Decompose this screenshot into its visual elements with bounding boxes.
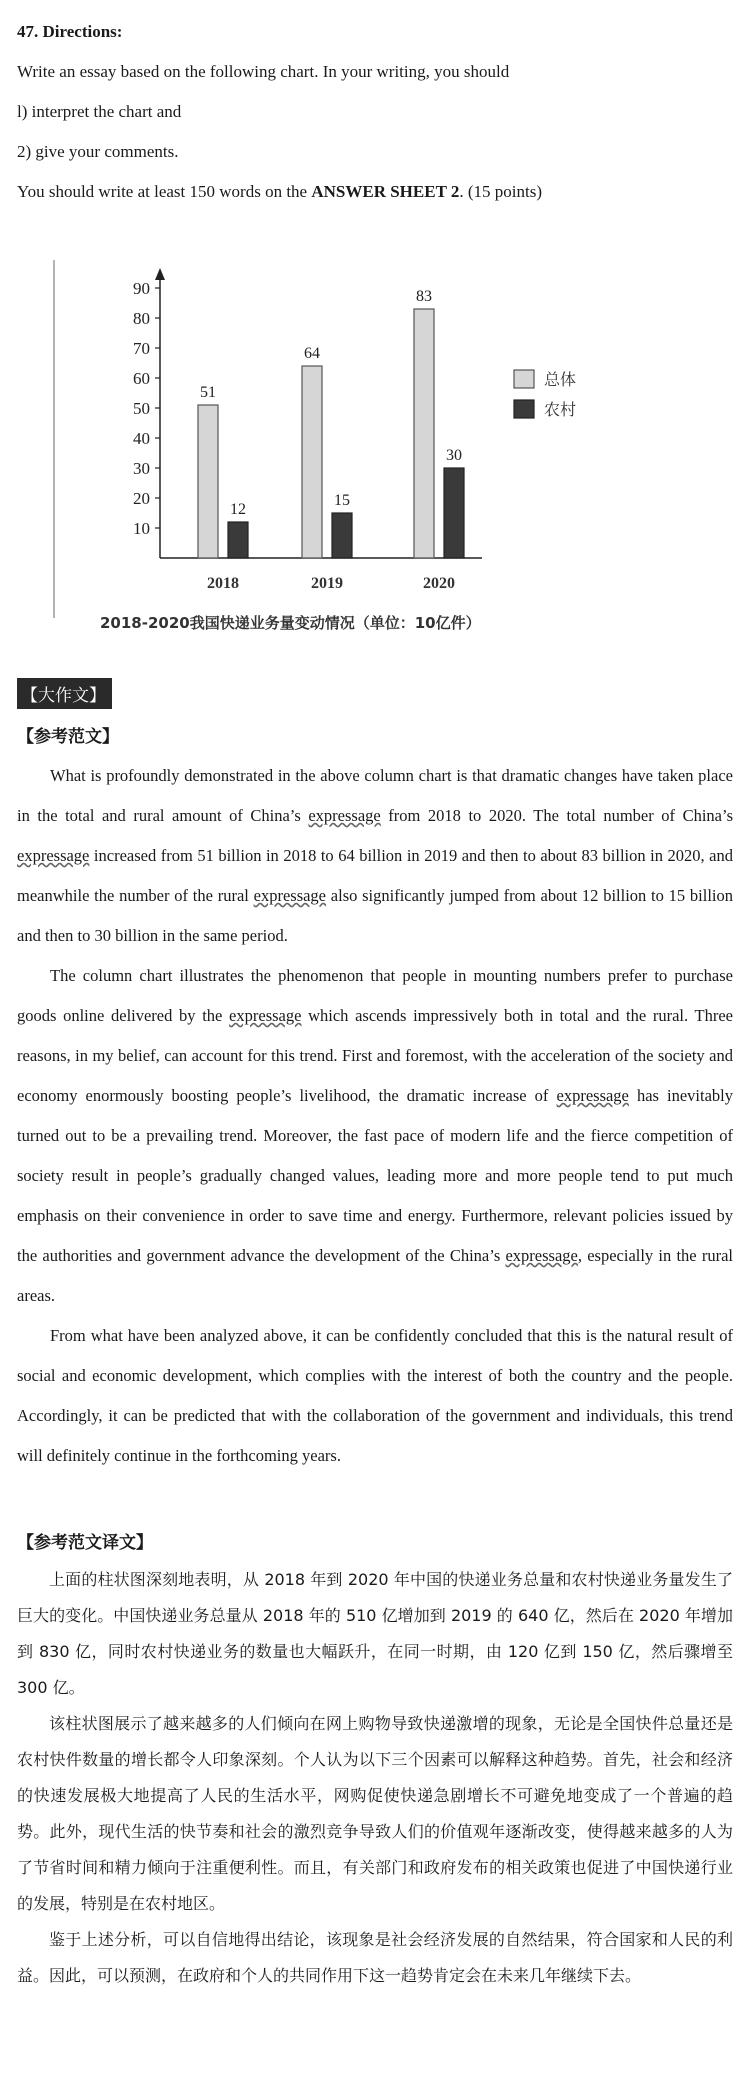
underlined-term: expressage (556, 1086, 629, 1105)
essay-text: What is profoundly demonstrated in the above column chart is that dramatic changes have taken place in the total and rural amount of China’s (17, 766, 733, 825)
essay-text: which ascends impressively both in total and the rural. Three reasons, in my belief, can account for this trend. First and foremost, with the acceleration of the society and economy enormously boosting people’s livelihood, the dramatic increase of (17, 1006, 733, 1105)
y-tick-label: 10 (133, 519, 150, 538)
bar (414, 309, 434, 558)
x-tick-label: 2019 (311, 575, 343, 592)
sample-essay-heading: 【参考范文】 (17, 727, 119, 747)
bar (228, 522, 248, 558)
bar (302, 366, 322, 558)
underlined-term: expressage (17, 846, 90, 865)
legend-swatch (514, 370, 534, 388)
sample-essay (17, 756, 733, 1476)
essay-text: has inevitably turned out to be a prevailing trend. Moreover, the fast pace of modern life and the fierce competition of society result in people’s gradually changed values, leading more and more people tend to put much emphasis on their convenience in order to save time and energy. Furthermore, relevant policies issued by the authorities and government advance the development of the China’s (17, 1086, 733, 1265)
directions-line-3: 2) give your comments. (17, 142, 179, 161)
underlined-term: expressage (308, 806, 381, 825)
bar-value-label: 15 (334, 492, 350, 509)
essay-text: From what have been analyzed above, it can be confidently concluded that this is the natural result of social and economic development, which complies with the interest of both the country and the people. Accordingly, it can be predicted that with the collaboration of the government and individuals, this trend will definitely continue in the forthcoming years. (17, 1326, 733, 1465)
bar (444, 468, 464, 558)
essay-text: , especially in the rural areas. (17, 1246, 734, 1305)
x-tick-label: 2018 (207, 575, 239, 592)
y-tick-label: 30 (133, 459, 150, 478)
y-tick-label: 50 (133, 399, 150, 418)
translation-paragraph-2: 该柱状图展示了越来越多的人们倾向在网上购物导致快递激增的现象，无论是全国快件总量还是农村快件数量的增长都令人印象深刻。个人认为以下三个因素可以解释这种趋势。首先，社会和经济的快速发展极大地提高了人民的生活水平，网购促使快递急剧增长不可避免地变成了一个普遍的趋势。此外，现代生活的快节奏和社会的激烈竞争导致人们的价值观年逐渐改变，使得越来越多的人为了节省时间和精力倾向于注重便利性。而且，有关部门和政府发布的相关政策也促进了中国快递行业的发展，特别是在农村地区。 (17, 1714, 733, 1913)
translation-heading: 【参考范文译文】 (17, 1533, 153, 1553)
translation (17, 1562, 733, 1994)
legend-swatch (514, 400, 534, 418)
essay-tag-badge: 【大作文】 (17, 678, 112, 709)
y-tick-label: 60 (133, 369, 150, 388)
y-tick-label: 80 (133, 309, 150, 328)
underlined-term: expressage (505, 1246, 578, 1265)
x-tick-label: 2020 (423, 575, 455, 592)
bar (332, 513, 352, 558)
underlined-term: expressage (229, 1006, 302, 1025)
directions-line-2: l) interpret the chart and (17, 102, 182, 121)
bar-value-label: 51 (200, 384, 216, 401)
translation-paragraph-3: 鉴于上述分析，可以自信地得出结论，该现象是社会经济发展的自然结果，符合国家和人民的利益。因此，可以预测，在政府和个人的共同作用下这一趋势肯定会在未来几年继续下去。 (17, 1930, 733, 1985)
answer-sheet-label: ANSWER SHEET 2 (311, 182, 460, 201)
bar-value-label: 12 (230, 501, 246, 518)
y-axis-arrow (155, 268, 165, 280)
essay-text: The column chart illustrates the phenomenon that people in mounting numbers prefer to purchase goods online delivered by the (17, 966, 733, 1025)
underlined-term: expressage (253, 886, 327, 905)
essay-text: increased from 51 billion in 2018 to 64 billion in 2019 and then to about 83 billion in 2020, and meanwhile the number of the rural (17, 846, 733, 905)
directions-title: 47. Directions: (17, 22, 123, 41)
essay-paragraph-2 (17, 956, 733, 1316)
chart-caption: 2018-2020我国快递业务量变动情况（单位：10亿件） (100, 614, 481, 632)
directions-line-1: Write an essay based on the following chart. In your writing, you should (17, 62, 510, 81)
essay-text: also significantly jumped from about 12 billion to 15 billion and then to 30 billion in the same period. (17, 886, 734, 945)
y-tick-label: 90 (133, 279, 150, 298)
bar-value-label: 30 (446, 447, 462, 464)
essay-paragraph-3 (17, 1316, 733, 1476)
legend-label: 总体 (544, 370, 577, 389)
bar (198, 405, 218, 558)
bar-value-label: 64 (304, 345, 320, 362)
y-tick-label: 70 (133, 339, 150, 358)
directions-line-4-a: You should write at least 150 words on the (17, 182, 312, 201)
directions-line-4-c: . (15 points) (459, 182, 542, 201)
y-tick-label: 20 (133, 489, 150, 508)
directions-line-4 (17, 182, 542, 202)
essay-text: from 2018 to 2020. The total number of China’s (380, 806, 733, 825)
bar-value-label: 83 (416, 288, 432, 305)
translation-paragraph-1: 上面的柱状图深刻地表明，从 2018 年到 2020 年中国的快递业务总量和农村快递业务量发生了巨大的变化。中国快递业务总量从 2018 年的 510 亿增加到 2019 的 640 亿，然后在 2020 年增加到 830 亿，同时农村快递业务的数量也大幅跃升，在同一时期，由 120 亿到 150 亿，然后骤增至 300 亿。 (17, 1570, 733, 1697)
bar-chart-svg (52, 258, 652, 648)
legend-label: 农村 (544, 400, 577, 419)
bar-chart (52, 258, 652, 648)
essay-paragraph-1 (17, 756, 733, 956)
y-tick-label: 40 (133, 429, 150, 448)
